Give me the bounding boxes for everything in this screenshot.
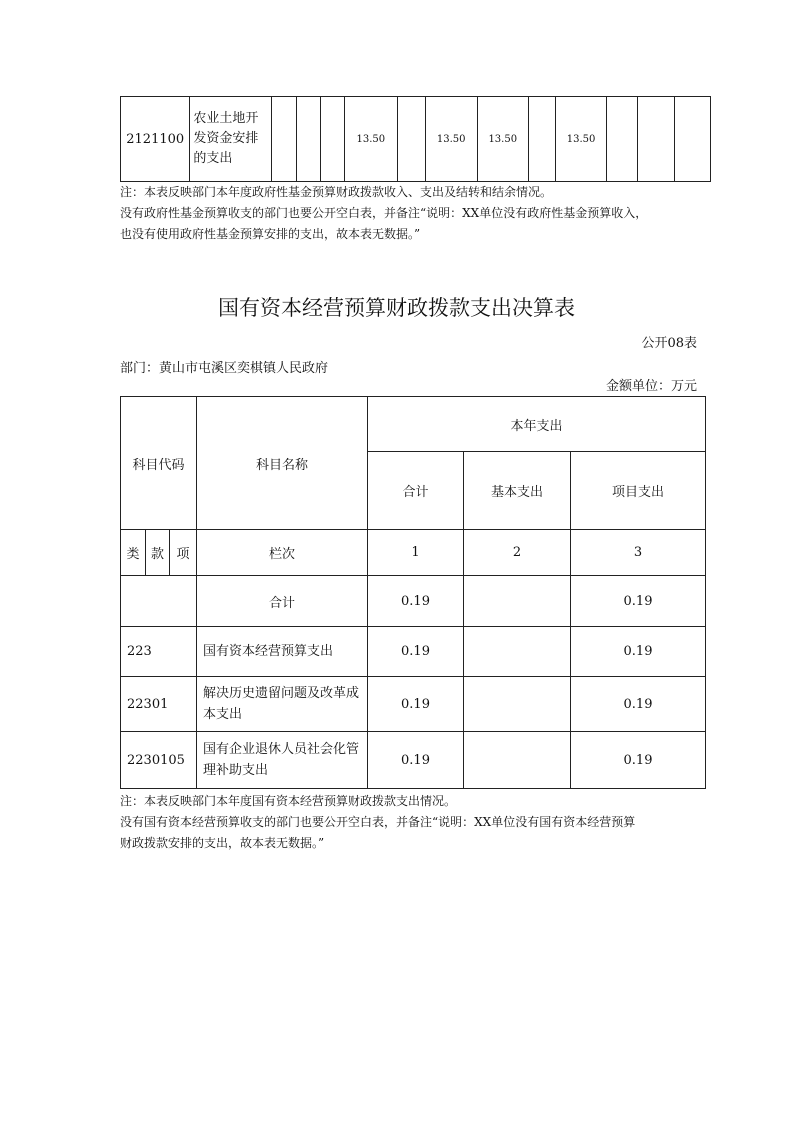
page-title: 国有资本经营预算财政拨款支出决算表 (218, 296, 575, 320)
subject-code: 22301 (121, 677, 197, 732)
table-cell (529, 97, 556, 182)
table-header-row (121, 397, 706, 452)
empty-cell (121, 576, 197, 627)
table-cell (272, 97, 296, 182)
note-line: 也没有使用政府性基金预算安排的支出，故本表无数据。” (120, 227, 421, 241)
header-basic: 基本支出 (464, 452, 571, 530)
header-subject-code: 科目代码 (121, 397, 197, 530)
project-value: 0.19 (571, 732, 706, 789)
project-value: 0.19 (571, 677, 706, 732)
header-xiang: 项 (170, 530, 197, 576)
note-line: 财政拨款安排的支出，故本表无数据。” (120, 836, 325, 850)
header-lei: 类 (121, 530, 146, 576)
amount-unit: 金额单位：万元 (605, 379, 697, 394)
table-cell (296, 97, 320, 182)
note-line: 注：本表反映部门本年度国有资本经营预算财政拨款支出情况。 (120, 794, 457, 808)
table-cell: 13.50 (556, 97, 606, 182)
table-cell (320, 97, 344, 182)
table-cell: 13.50 (477, 97, 529, 182)
subject-code: 2121100 (121, 97, 190, 182)
project-value: 0.19 (571, 576, 706, 627)
table-header-row (121, 530, 706, 576)
table-total-row (121, 576, 706, 627)
header-col2: 2 (464, 530, 571, 576)
header-year-expense: 本年支出 (368, 397, 706, 452)
subject-code: 2230105 (121, 732, 197, 789)
basic-value (464, 576, 571, 627)
subject-name: 农业土地开发资金安排的支出 (190, 97, 272, 182)
previous-table-fragment (120, 96, 711, 182)
table-cell: 13.50 (345, 97, 398, 182)
subject-name: 解决历史遗留问题及改革成本支出 (197, 677, 368, 732)
table-row (121, 627, 706, 677)
table-row (121, 97, 711, 182)
table-row (121, 732, 706, 789)
department-label: 部门：黄山市屯溪区奕棋镇人民政府 (120, 361, 329, 376)
total-value: 0.19 (368, 576, 464, 627)
table-cell (606, 97, 638, 182)
basic-value (464, 627, 571, 677)
total-value: 0.19 (368, 732, 464, 789)
total-value: 0.19 (368, 677, 464, 732)
table-cell (675, 97, 711, 182)
form-number: 公开08表 (641, 336, 697, 351)
header-subject-name: 科目名称 (197, 397, 368, 530)
note-line: 没有政府性基金预算收支的部门也要公开空白表，并备注“说明：XX单位没有政府性基金预算收入， (120, 206, 648, 220)
table-cell (397, 97, 425, 182)
header-col1: 1 (368, 530, 464, 576)
header-project: 项目支出 (571, 452, 706, 530)
table-cell: 13.50 (425, 97, 477, 182)
total-label: 合计 (197, 576, 368, 627)
basic-value (464, 732, 571, 789)
header-total: 合计 (368, 452, 464, 530)
header-lanci: 栏次 (197, 530, 368, 576)
project-value: 0.19 (571, 627, 706, 677)
subject-name: 国有资本经营预算支出 (197, 627, 368, 677)
note-line: 注：本表反映部门本年度政府性基金预算财政拨款收入、支出及结转和结余情况。 (120, 185, 553, 199)
expense-table (120, 396, 706, 789)
total-value: 0.19 (368, 627, 464, 677)
basic-value (464, 677, 571, 732)
header-col3: 3 (571, 530, 706, 576)
subject-name: 国有企业退休人员社会化管理补助支出 (197, 732, 368, 789)
table-cell (638, 97, 675, 182)
table-row (121, 677, 706, 732)
subject-code: 223 (121, 627, 197, 677)
header-kuan: 款 (146, 530, 170, 576)
note-line: 没有国有资本经营预算收支的部门也要公开空白表，并备注“说明：XX单位没有国有资本经营预算 (120, 815, 636, 829)
